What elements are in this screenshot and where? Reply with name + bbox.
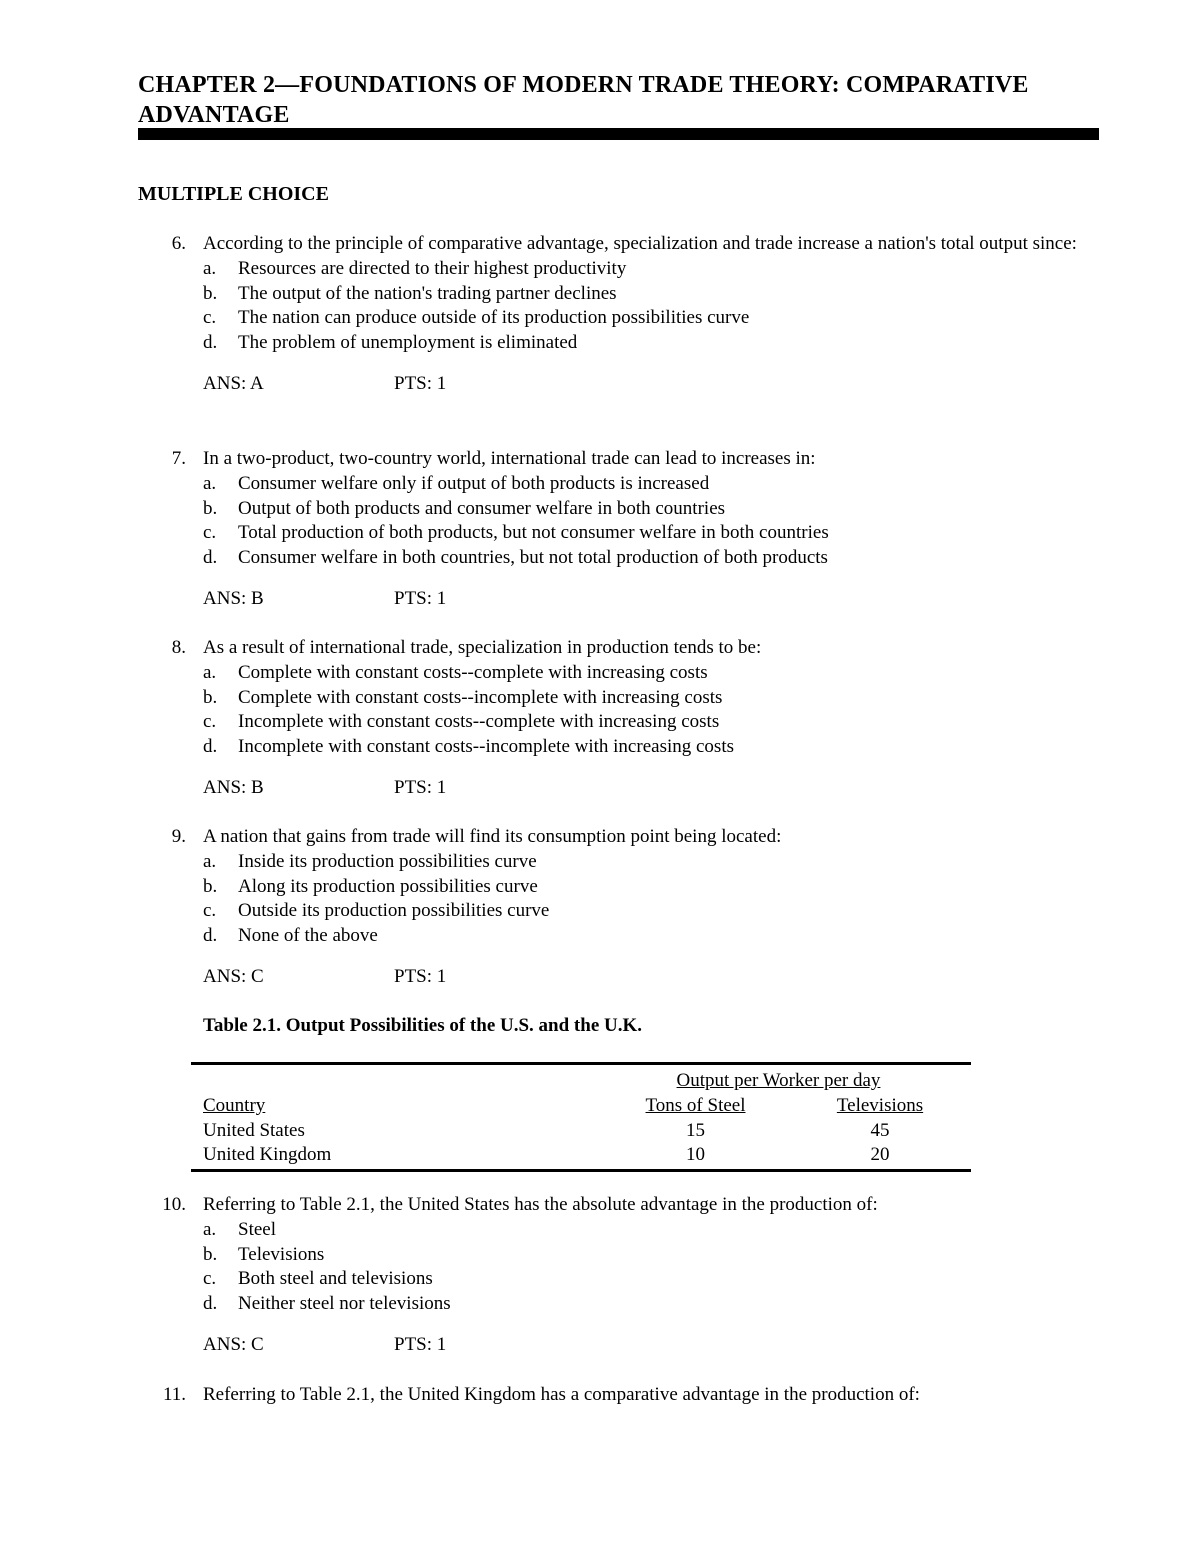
option-a: a. Inside its production possibilities curve bbox=[203, 850, 537, 872]
answer: ANS: C bbox=[203, 965, 264, 987]
points: PTS: 1 bbox=[394, 965, 447, 987]
table-row: United Kingdom 10 20 bbox=[203, 1144, 890, 1166]
question-text: In a two-product, two-country world, international trade can lead to increases in: bbox=[203, 448, 816, 469]
answer: ANS: B bbox=[203, 776, 264, 798]
header-country: Country bbox=[203, 1094, 266, 1116]
question-text: Referring to Table 2.1, the United Kingdom has a comparative advantage in the production of: bbox=[203, 1384, 920, 1405]
option-c: c. Total production of both products, but not consumer welfare in both countries bbox=[203, 522, 829, 544]
option-b: b. Output of both products and consumer welfare in both countries bbox=[203, 497, 726, 519]
table-header-row bbox=[191, 1094, 971, 1119]
group-header: Output per Worker per day bbox=[676, 1070, 881, 1091]
option-b: b. Along its production possibilities curve bbox=[203, 875, 538, 897]
question-11 bbox=[138, 1383, 1098, 1408]
option-a: a. Complete with constant costs--complete with increasing costs bbox=[203, 661, 708, 683]
table-title: Table 2.1. Output Possibilities of the U.S. and the U.K. bbox=[203, 1015, 643, 1036]
answer-line bbox=[203, 776, 1098, 801]
section-heading: MULTIPLE CHOICE bbox=[138, 183, 329, 205]
chapter-title: CHAPTER 2—FOUNDATIONS OF MODERN TRADE THEORY: COMPARATIVE ADVANTAGE bbox=[138, 72, 1029, 128]
answer-line bbox=[203, 372, 1098, 397]
points: PTS: 1 bbox=[394, 776, 447, 798]
question-number: 8. bbox=[171, 637, 186, 658]
option-d: d. Consumer welfare in both countries, but not total production of both products bbox=[203, 547, 828, 569]
table-bottom-rule bbox=[191, 1169, 971, 1172]
option-a: a. Consumer welfare only if output of both products is increased bbox=[203, 472, 710, 494]
question-number: 10. bbox=[162, 1194, 186, 1215]
table-row: United States 15 45 bbox=[203, 1119, 890, 1141]
header-televisions: Televisions bbox=[836, 1094, 924, 1116]
question-7 bbox=[138, 447, 1098, 612]
answer-line bbox=[203, 965, 1098, 990]
option-c: c. Outside its production possibilities curve bbox=[203, 900, 550, 922]
answer: ANS: B bbox=[203, 587, 264, 609]
option-b: b. Complete with constant costs--incomplete with increasing costs bbox=[203, 686, 723, 708]
points: PTS: 1 bbox=[394, 372, 447, 394]
question-9 bbox=[138, 825, 1098, 990]
answer-line bbox=[203, 1333, 1098, 1358]
question-number: 7. bbox=[171, 448, 186, 469]
question-text: Referring to Table 2.1, the United States has the absolute advantage in the production of: bbox=[203, 1194, 878, 1215]
option-d: d. The problem of unemployment is eliminated bbox=[203, 332, 578, 354]
answer-line bbox=[203, 587, 1098, 612]
answer: ANS: A bbox=[203, 372, 264, 394]
option-c: c. Incomplete with constant costs--complete with increasing costs bbox=[203, 711, 720, 733]
question-10 bbox=[138, 1193, 1098, 1358]
question-number: 6. bbox=[171, 233, 186, 254]
option-d: d. None of the above bbox=[203, 925, 378, 947]
title-rule bbox=[138, 128, 1099, 140]
question-number: 9. bbox=[171, 826, 186, 847]
question-text: As a result of international trade, specialization in production tends to be: bbox=[203, 637, 762, 658]
option-c: c. Both steel and televisions bbox=[203, 1268, 433, 1290]
answer: ANS: C bbox=[203, 1333, 264, 1355]
points: PTS: 1 bbox=[394, 587, 447, 609]
option-d: d. Neither steel nor televisions bbox=[203, 1293, 451, 1315]
table-top-rule bbox=[191, 1062, 971, 1069]
question-text: A nation that gains from trade will find its consumption point being located: bbox=[203, 826, 782, 847]
option-a: a. Resources are directed to their highest productivity bbox=[203, 257, 627, 279]
option-a: a. Steel bbox=[203, 1218, 276, 1240]
question-8 bbox=[138, 636, 1098, 801]
question-text: According to the principle of comparative advantage, specialization and trade increase a nation's total output since: bbox=[203, 233, 1077, 254]
option-c: c. The nation can produce outside of its production possibilities curve bbox=[203, 307, 750, 329]
points: PTS: 1 bbox=[394, 1333, 447, 1355]
header-steel: Tons of Steel bbox=[645, 1094, 746, 1116]
question-number: 11. bbox=[162, 1384, 186, 1405]
table-group-header-row bbox=[191, 1069, 971, 1094]
option-d: d. Incomplete with constant costs--incomplete with increasing costs bbox=[203, 736, 734, 758]
question-6 bbox=[138, 232, 1098, 397]
output-table bbox=[191, 1062, 971, 1172]
option-b: b. The output of the nation's trading partner declines bbox=[203, 282, 617, 304]
option-b: b. Televisions bbox=[203, 1243, 325, 1265]
